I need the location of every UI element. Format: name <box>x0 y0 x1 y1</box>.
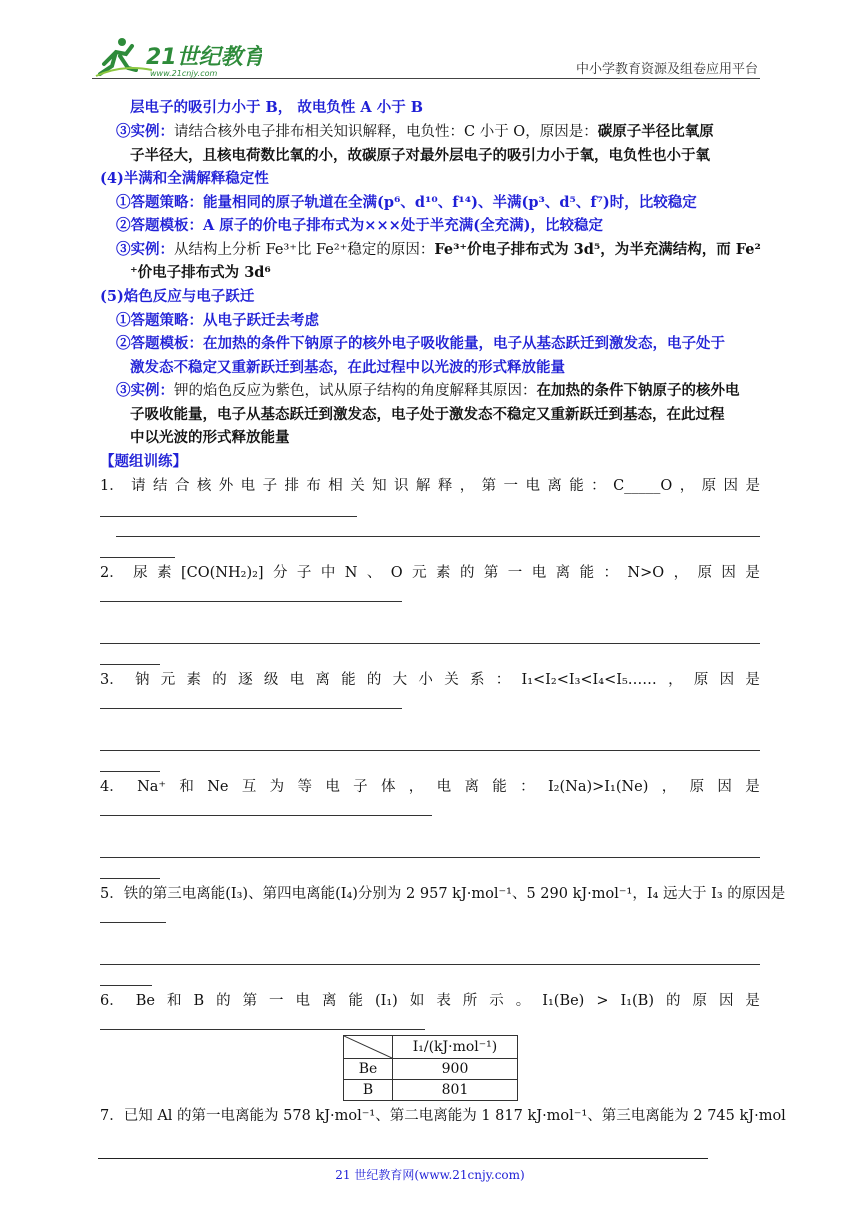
strategy-line: ①答题策略：能量相同的原子轨道在全满(p⁶、d¹⁰、f¹⁴)、半满(p³、d⁵、f⁷)时，比较稳定 <box>116 194 697 211</box>
example-question: 钾的焰色反应为紫色，试从原子结构的角度解释其原因： <box>174 383 537 399</box>
question-token: > <box>596 993 609 1009</box>
question-token: 的 <box>212 672 227 688</box>
question-token: 因 <box>723 478 739 494</box>
question-token: 是 <box>745 672 760 688</box>
question-token: 释 <box>437 478 453 494</box>
example-line <box>116 240 760 260</box>
question-token: Be <box>135 993 155 1009</box>
question-token: 是 <box>745 565 760 581</box>
question-token: 素 <box>157 565 172 581</box>
answer-line-q3c[interactable] <box>100 771 160 772</box>
question-token: 离 <box>555 565 571 581</box>
question-token: 关 <box>444 672 459 688</box>
question-token: ， <box>459 478 475 494</box>
answer-line: 子半径大，且核电荷数比氧的小，故碳原子对最外层电子的吸引力小于氧，电负性也小于氧 <box>130 147 710 164</box>
question-token: 能 <box>492 779 507 795</box>
question-token: 的 <box>366 672 382 688</box>
question-token: I₁(Be) <box>542 993 585 1009</box>
question-token: B <box>193 993 205 1009</box>
question-token: 2． <box>100 565 124 581</box>
answer-line: ⁺价电子排布式为 3d⁶ <box>130 264 271 281</box>
question-token: 一 <box>507 565 523 581</box>
section-title: (4)半满和全满解释稳定性 <box>100 170 269 187</box>
answer-line-q4c[interactable] <box>100 878 160 879</box>
question-token: 电 <box>289 672 305 688</box>
question-token: 第 <box>483 565 499 581</box>
question-7: 7．已知 Al 的第一电离能为 578 kJ·mol⁻¹、第二电离能为 1 817 kJ·mol⁻¹、第三电离能为 2 745 kJ·mol <box>100 1108 786 1124</box>
question-token: 大 <box>392 672 408 688</box>
question-token: 相 <box>328 478 343 494</box>
example-question: 请结合核外电子排布相关知识解释，电负性：C 小于 O，原因是： <box>174 124 598 140</box>
question-token: ： <box>603 565 618 581</box>
header-divider <box>92 78 760 79</box>
question-token: N <box>344 565 358 581</box>
question-token: 因 <box>721 565 736 581</box>
question-token: 能 <box>579 565 595 581</box>
question-token: 原 <box>701 478 717 494</box>
question-token: N>O <box>627 565 665 581</box>
answer-line-q4a[interactable] <box>100 815 432 816</box>
question-token: 子 <box>296 565 312 581</box>
answer-line-q3a[interactable] <box>100 708 402 709</box>
question-token: 离 <box>322 993 337 1009</box>
example-question: 从结构上分析 Fe³⁺比 Fe²⁺稳定的原因： <box>174 242 435 258</box>
value-cell: 801 <box>393 1080 518 1101</box>
question-token: ， <box>408 779 424 795</box>
question-token: 排 <box>284 478 299 494</box>
question-token: 的 <box>216 993 231 1009</box>
answer-line-q6a[interactable] <box>100 1029 425 1030</box>
question-token: 能 <box>348 993 363 1009</box>
answer-line-q3b[interactable] <box>100 750 760 751</box>
question-token: 所 <box>462 993 478 1009</box>
question-token: 钠 <box>135 672 150 688</box>
question-token: 第 <box>242 993 258 1009</box>
question-1 <box>100 476 760 496</box>
question-token: 如 <box>409 993 425 1009</box>
answer-line-q2c[interactable] <box>100 664 160 665</box>
question-token: 原 <box>693 672 709 688</box>
template-line: 激发态不稳定又重新跃迁到基态，在此过程中以光波的形式释放能量 <box>130 359 565 376</box>
question-token: 电 <box>436 779 452 795</box>
question-5: 5．铁的第三电离能(I₃)、第四电离能(I₄)分别为 2 957 kJ·mol⁻¹、5 290 kJ·mol⁻¹，I₄ 远大于 I₃ 的原因是 <box>100 886 786 902</box>
question-3 <box>100 670 760 690</box>
platform-name: 中小学教育资源及组卷应用平台 <box>575 62 758 77</box>
question-token: I₁(B) <box>620 993 654 1009</box>
section-title: (5)焰色反应与电子跃迁 <box>100 288 255 305</box>
question-token: 知 <box>372 478 387 494</box>
question-token: 离 <box>464 779 479 795</box>
question-token: I₁<I₂<I₃<I₄<I₅…… <box>521 672 657 688</box>
value-cell: 900 <box>393 1059 518 1080</box>
question-token: 电 <box>525 478 540 494</box>
question-token: 电 <box>325 779 340 795</box>
table-header: I₁/(kJ·mol⁻¹) <box>393 1036 518 1059</box>
question-token: 。 <box>515 993 531 1009</box>
question-token: 电 <box>295 993 311 1009</box>
question-token: 关 <box>350 478 365 494</box>
question-token: 电 <box>531 565 547 581</box>
question-token: ： <box>520 779 535 795</box>
answer-line-q2b[interactable] <box>100 643 760 644</box>
question-token: 识 <box>394 478 409 494</box>
question-token: 分 <box>273 565 288 581</box>
answer-line: 子吸收能量，电子从基态跃迁到激发态，电子处于激发态不稳定又重新跃迁到基态，在此过程 <box>130 406 725 423</box>
question-token: ： <box>495 672 511 688</box>
question-token: ， <box>673 565 689 581</box>
question-token: ， <box>668 672 683 688</box>
question-token: 离 <box>547 478 562 494</box>
question-token: 是 <box>745 993 760 1009</box>
question-token: I₂(Na)>I₁(Ne) <box>547 779 649 795</box>
question-token: 逐 <box>238 672 253 688</box>
question-token: 能 <box>569 478 584 494</box>
question-token: 3． <box>100 672 124 688</box>
answer-line-q1b[interactable] <box>116 536 760 537</box>
question-token: 示 <box>489 993 504 1009</box>
answer-line-q5a[interactable] <box>100 922 166 923</box>
question-token: 原 <box>692 993 707 1009</box>
question-token: ： <box>591 478 606 494</box>
question-2 <box>100 563 760 583</box>
question-token: ， <box>661 779 677 795</box>
question-token: 1． <box>100 478 124 494</box>
question-token: 一 <box>503 478 519 494</box>
question-token: 等 <box>297 779 312 795</box>
question-token: 第 <box>481 478 497 494</box>
question-token: 是 <box>745 779 760 795</box>
question-token: 因 <box>717 779 732 795</box>
question-token: 级 <box>263 672 279 688</box>
footer-divider <box>98 1158 708 1159</box>
answer-line-q4b[interactable] <box>100 857 760 858</box>
question-token: C_____O <box>613 478 673 494</box>
strategy-line: ①答题策略：从电子跃迁去考虑 <box>116 312 319 329</box>
question-token: 原 <box>697 565 712 581</box>
site-logo <box>92 34 262 80</box>
question-token: 元 <box>412 565 427 581</box>
question-token: Ne <box>207 779 229 795</box>
answer-line-q2a[interactable] <box>100 601 402 602</box>
question-token: 核 <box>196 478 212 494</box>
question-token: 请 <box>131 478 146 494</box>
question-token: 中 <box>320 565 336 581</box>
question-token: 小 <box>418 672 433 688</box>
svg-text:21世纪教育: 21世纪教育 <box>146 45 262 70</box>
runner-icon <box>96 38 152 76</box>
question-token: 、 <box>366 565 382 581</box>
question-token: [CO(NH₂)₂] <box>181 565 264 581</box>
answer-line-q5b[interactable] <box>100 964 760 965</box>
question-token: 离 <box>315 672 330 688</box>
example-answer: Fe³⁺价电子排布式为 3d⁵，为半充满结构，而 Fe² <box>434 241 761 258</box>
question-token: 是 <box>745 478 760 494</box>
template-line: ②答题模板：在加热的条件下钠原子的核外电子吸收能量，电子从基态跃迁到激发态，电子处于 <box>116 335 725 352</box>
question-token: 外 <box>218 478 234 494</box>
question-token: 元 <box>160 672 176 688</box>
question-6 <box>100 991 760 1011</box>
example-answer: 在加热的条件下钠原子的核外电 <box>536 382 740 399</box>
question-token: 能 <box>341 672 356 688</box>
question-token: 一 <box>269 993 284 1009</box>
example-label: ③实例： <box>116 123 174 140</box>
question-token: 的 <box>665 993 681 1009</box>
question-token: 布 <box>306 478 321 494</box>
question-token: 6． <box>100 993 124 1009</box>
question-token: 结 <box>153 478 168 494</box>
question-token: ， <box>679 478 695 494</box>
question-4 <box>100 777 760 797</box>
text-line: 层电子的吸引力小于 B， 故电负性 A 小于 B <box>130 99 424 116</box>
table-row <box>344 1059 518 1080</box>
question-token: 为 <box>269 779 285 795</box>
question-token: (I₁) <box>374 993 398 1009</box>
element-cell: B <box>344 1080 393 1101</box>
question-token: 子 <box>262 478 278 494</box>
svg-text:www.21cnjy.com: www.21cnjy.com <box>150 69 218 78</box>
question-token: Na⁺ <box>137 779 167 795</box>
example-line <box>116 122 760 142</box>
footer-text: 21 世纪教育网(www.21cnjy.com) <box>335 1168 525 1182</box>
question-token: 表 <box>436 993 451 1009</box>
example-line <box>116 381 760 401</box>
example-label: ③实例： <box>116 241 174 258</box>
question-token: 子 <box>353 779 368 795</box>
example-answer: 碳原子半径比氧原 <box>597 123 714 140</box>
question-token: 素 <box>186 672 202 688</box>
template-line: ②答题模板：A 原子的价电子排布式为×××处于半充满(全充满)，比较稳定 <box>116 217 603 234</box>
question-token: 和 <box>179 779 194 795</box>
question-token: 互 <box>241 779 257 795</box>
table-row <box>344 1080 518 1101</box>
question-token: 的 <box>459 565 475 581</box>
question-token: 因 <box>719 672 735 688</box>
example-label: ③实例： <box>116 382 174 399</box>
question-token: 尿 <box>133 565 148 581</box>
question-token: 4． <box>100 779 124 795</box>
question-token: 原 <box>689 779 705 795</box>
question-token: O <box>390 565 403 581</box>
question-token: 系 <box>469 672 485 688</box>
question-token: 合 <box>174 478 190 494</box>
question-token: 素 <box>436 565 451 581</box>
answer-line: 中以光波的形式释放能量 <box>130 429 290 446</box>
answer-line-q1c[interactable] <box>100 557 175 558</box>
question-token: 体 <box>380 779 396 795</box>
question-token: 电 <box>240 478 256 494</box>
diagonal-cell <box>344 1036 393 1059</box>
question-token: 解 <box>415 478 431 494</box>
question-token: 因 <box>718 993 734 1009</box>
answer-line-q1a[interactable] <box>100 516 357 517</box>
ionization-table <box>343 1035 518 1101</box>
training-title: 【题组训练】 <box>100 453 187 470</box>
question-token: 和 <box>166 993 182 1009</box>
answer-line-q5c[interactable] <box>100 985 152 986</box>
element-cell: Be <box>344 1059 393 1080</box>
